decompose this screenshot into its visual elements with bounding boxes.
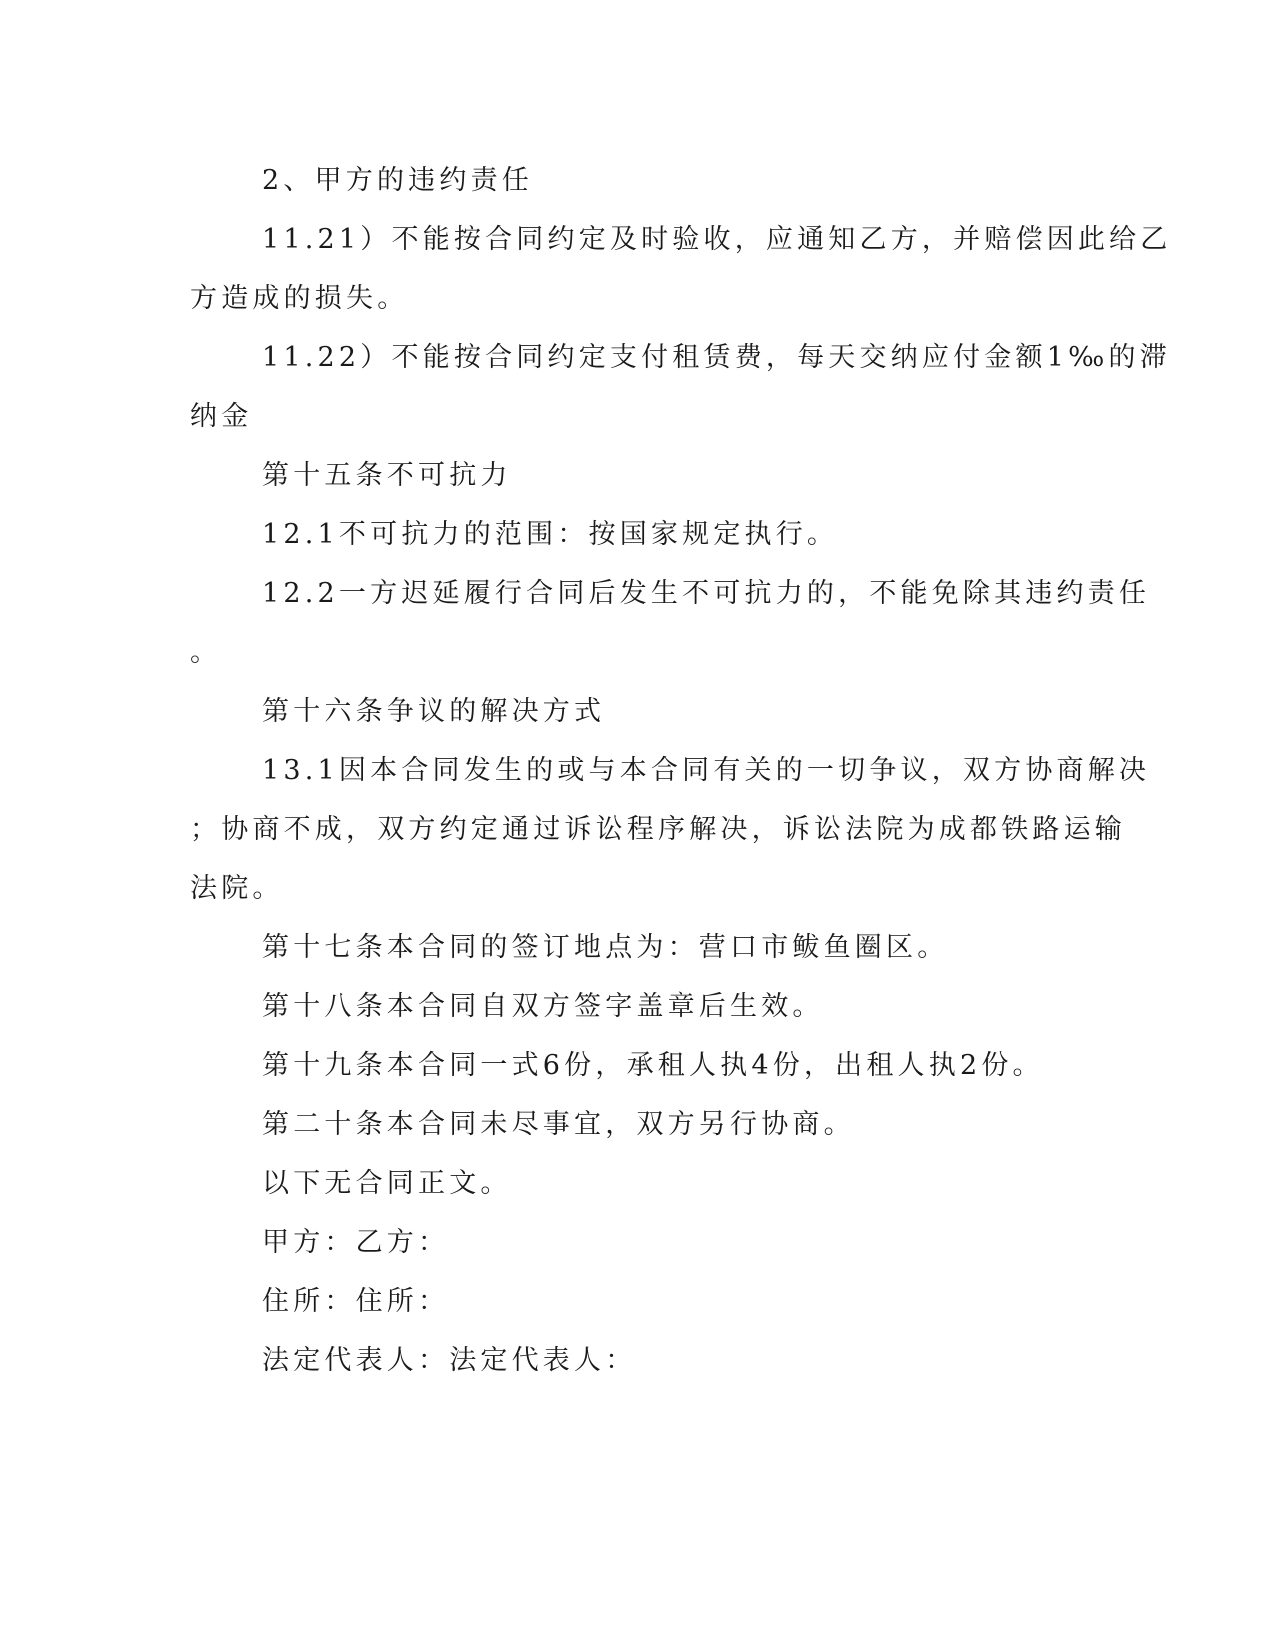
article-text: 第十八条本合同自双方签字盖章后生效。 [262,991,824,1022]
article-heading: 第十五条不可抗力 [262,460,512,491]
section-heading: 2、甲方的违约责任 [262,165,533,196]
clause-text: 。 [190,637,222,668]
clause-text: 方造成的损失。 [190,283,409,314]
clause-text: 12.1不可抗力的范围：按国家规定执行。 [262,519,839,550]
end-of-text-note: 以下无合同正文。 [262,1168,512,1199]
article-heading: 第十六条争议的解决方式 [262,696,606,727]
clause-text: 12.2一方迟延履行合同后发生不可抗力的，不能免除其违约责任 [262,578,1151,609]
clause-text: 11.21）不能按合同约定及时验收，应通知乙方，并赔偿因此给乙 [262,224,1172,255]
clause-text: 13.1因本合同发生的或与本合同有关的一切争议，双方协商解决 [262,755,1151,786]
clause-text: 法院。 [190,873,284,904]
article-text: 第二十条本合同未尽事宜，双方另行协商。 [262,1109,855,1140]
party-label: 甲方：乙方： [262,1227,450,1258]
clause-text: 纳金 [190,401,253,432]
article-text: 第十九条本合同一式6份，承租人执4份，出租人执2份。 [262,1050,1044,1081]
legal-representative-label: 法定代表人：法定代表人： [262,1345,637,1376]
address-label: 住所：住所： [262,1286,450,1317]
clause-text: 11.22）不能按合同约定支付租赁费，每天交纳应付金额1‰的滞 [262,342,1171,373]
article-text: 第十七条本合同的签订地点为：营口市鲅鱼圈区。 [262,932,949,963]
clause-text: ；协商不成，双方约定通过诉讼程序解决，诉讼法院为成都铁路运输 [190,814,1126,845]
